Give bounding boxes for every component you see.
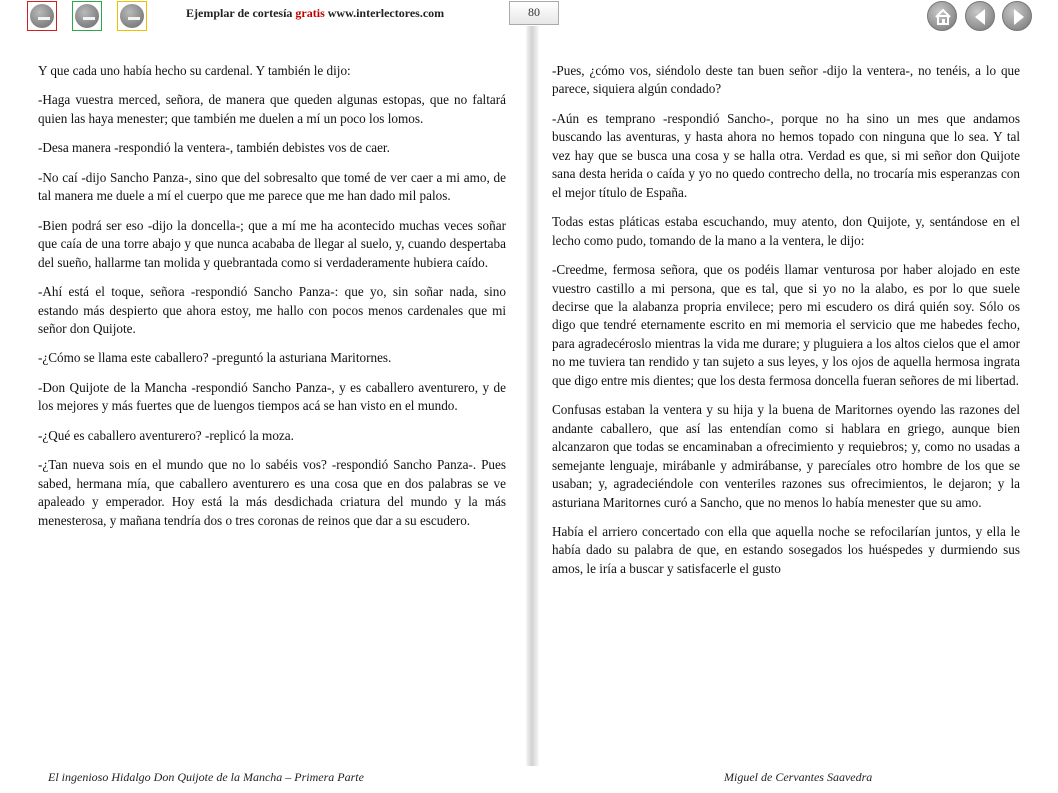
red-minimize-button[interactable] xyxy=(27,1,57,31)
yellow-minimize-button[interactable] xyxy=(117,1,147,31)
header-prefix: Ejemplar de cortesía xyxy=(186,6,293,20)
minimize-icon xyxy=(75,4,99,28)
paragraph: Todas estas pláticas estaba escuchando, muy atento, don Quijote, y, sentándose en el lecho como pudo, tomando de la mano a la ventera, le dijo: xyxy=(552,214,1020,248)
page-number: 80 xyxy=(509,1,559,25)
arrow-right-icon xyxy=(1003,2,1033,32)
next-page-button[interactable] xyxy=(1002,1,1032,31)
paragraph: -Ahí está el toque, señora -respondió Sancho Panza-: que yo, sin soñar nada, sino estando más despierto que ahora estoy, me hallo con pocos menos cardenales que mi señor don Quijote. xyxy=(38,284,506,336)
paragraph: Había el arriero concertado con ella que aquella noche se refocilarían juntos, y ella le había dado su palabra de que, en estando sosegados los huéspedes y durmiendo sus amos, le iría a buscar y satisfacerle el gusto xyxy=(552,523,1020,576)
home-icon xyxy=(928,2,958,32)
right-text-column xyxy=(552,62,1020,589)
header-site-link[interactable]: www.interlectores.com xyxy=(327,6,445,20)
paragraph: -Desa manera -respondió la ventera-, también debistes vos de caer. xyxy=(38,140,390,156)
green-minimize-button[interactable] xyxy=(72,1,102,31)
arrow-left-icon xyxy=(966,2,996,32)
paragraph: -Aún es temprano -respondió Sancho-, porque no ha sino un mes que andamos buscando las aventuras, y hasta ahora no hemos topado con ninguna que lo sea. Y tal vez hay que se busca una cosa y se halla otra. Verdad es que, si mi señor don Quijote sana desta herida o caída y yo no quedo contrecho della, no trocaría mis esperanzas con el mejor título de España. xyxy=(552,110,1020,200)
minimize-icon xyxy=(30,4,54,28)
column-divider xyxy=(526,26,539,766)
paragraph: -¿Qué es caballero aventurero? -replicó la moza. xyxy=(38,427,294,443)
paragraph: -Pues, ¿cómo vos, siéndolo deste tan buen señor -dijo la ventera-, no tenéis, a lo que parece, siquiera algún condado? xyxy=(552,63,1020,97)
paragraph: Y que cada uno había hecho su cardenal. Y también le dijo: xyxy=(38,63,351,78)
paragraph: -¿Tan nueva sois en el mundo que no lo sabéis vos? -respondió Sancho Panza-. Pues sabed, hermana mía, que caballero aventurero es una cosa que en dos palabras se ve apaleado y emperador. Hoy está la más desdichada criatura del mundo y la más menesterosa, y mañana tendría dos o tres coronas de reinos que dar a su escudero. xyxy=(38,457,506,528)
home-button[interactable] xyxy=(927,1,957,31)
header-title xyxy=(186,6,444,21)
previous-page-button[interactable] xyxy=(965,1,995,31)
paragraph: -Creedme, fermosa señora, que os podéis llamar venturosa por haber alojado en este vuestro castillo a mi persona, que es tal, que si yo no la alabo, es por lo que suele decirse que la alabanza propria envilece; pero mi escudero os dirá quién soy. Sólo os digo que tendré eternamente escrito en mi memoria el servicio que me habedes fecho, para agradecéroslo mientras la vida me durare; y pluguiera a los altos cielos que el amor no me tuviera tan rendido y tan sujeto a sus leyes, y los ojos de aquella hermosa ingrata que digo entre mis dientes; que los desta fermosa doncella fueran señores de mi libertad. xyxy=(552,262,1020,388)
header-highlight: gratis xyxy=(295,6,325,20)
paragraph: -¿Cómo se llama este caballero? -preguntó la asturiana Maritornes. xyxy=(38,350,392,366)
left-text-column xyxy=(38,62,506,541)
footer-book-title: El ingenioso Hidalgo Don Quijote de la Mancha – Primera Parte xyxy=(48,770,364,784)
paragraph: -No caí -dijo Sancho Panza-, sino que del sobresalto que tomé de ver caer a mi amo, de tal manera me duele a mí el cuerpo que me parece que me han dado mil palos. xyxy=(38,169,506,204)
paragraph: -Haga vuestra merced, señora, de manera que queden algunas estopas, que no faltará quien las haya menester; que también me duelen a mí un poco los lomos. xyxy=(38,92,506,126)
footer-author: Miguel de Cervantes Saavedra xyxy=(724,770,873,784)
paragraph: Confusas estaban la ventera y su hija y la buena de Maritornes oyendo las razones del andante caballero, que así las entendían como si hablara en griego, aunque bien alcanzaron que todas se encaminaban a ofrecimiento y requiebros; y, como no usadas a semejante lenguaje, mirábanle y admirábanse, y parecíales otro hombre de los que se usaban; y, agradeciéndole con venteriles razones sus ofrecimientos, le dejaron; y la asturiana Maritornes curó a Sancho, que no menos lo había menester que su amo. xyxy=(552,402,1020,510)
paragraph: -Bien podrá ser eso -dijo la doncella-; que a mí me ha acontecido muchas veces soñar que caía de una torre abajo y que nunca acababa de llegar al suelo, y, cuando despertaba del sueño, hallarme tan molida y quebrantada como si verdaderamente hubiera caído. xyxy=(38,217,506,270)
paragraph: -Don Quijote de la Mancha -respondió Sancho Panza-, y es caballero aventurero, y de los mejores y más fuertes que de luengos tiempos acá se han visto en el mundo. xyxy=(38,379,506,414)
minimize-icon xyxy=(120,4,144,28)
